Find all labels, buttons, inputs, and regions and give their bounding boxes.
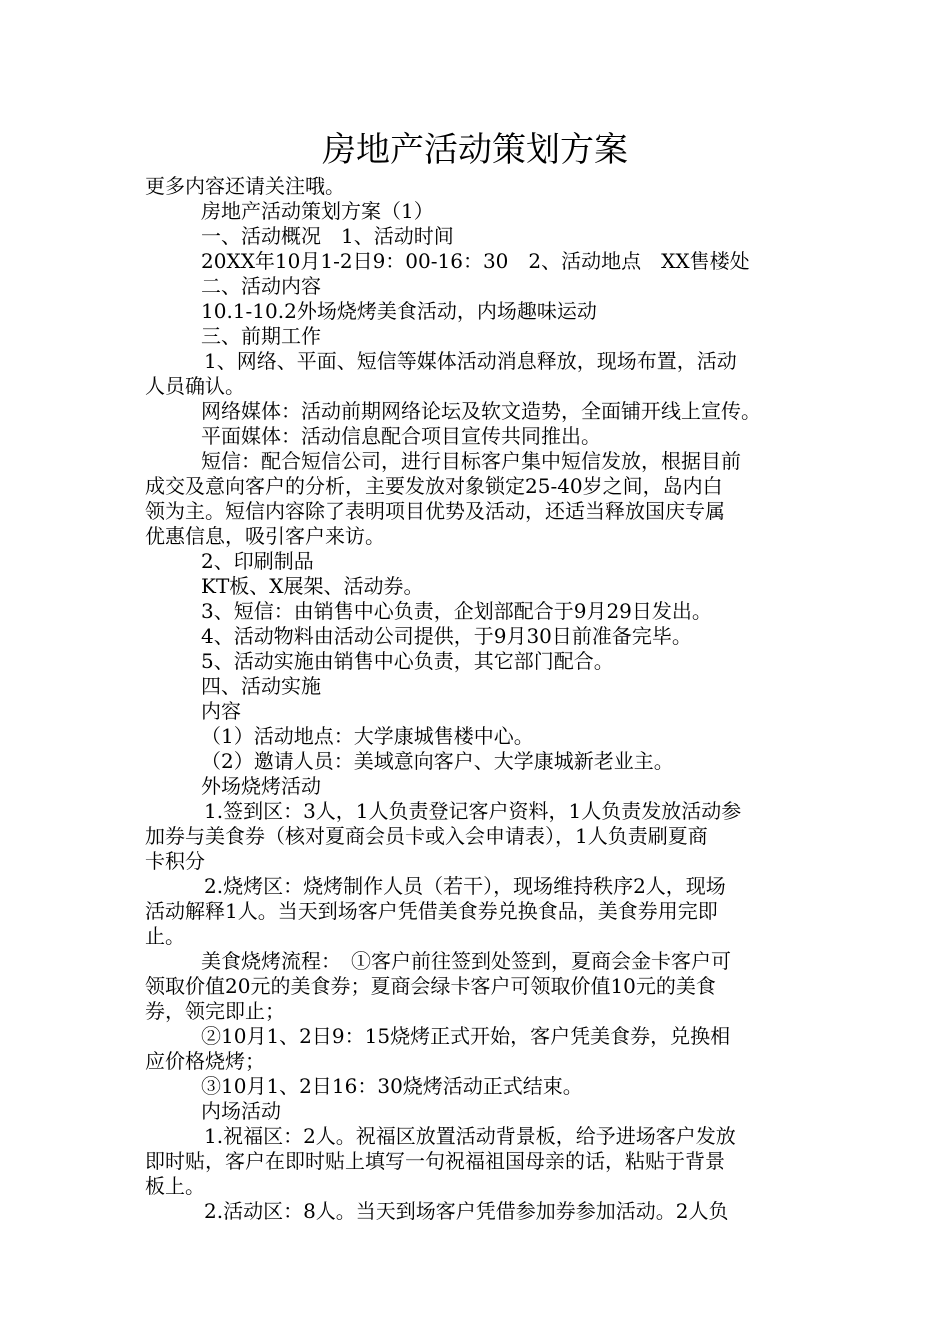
paragraph-line: 20XX年10月1-2日9：00-16：30 2、活动地点 XX售楼处 bbox=[201, 249, 750, 273]
paragraph-line: 5、活动实施由销售中心负责，其它部门配合。 bbox=[201, 649, 614, 673]
paragraph-line: ②10月1、2日9：15烧烤正式开始，客户凭美食券，兑换相 bbox=[201, 1024, 731, 1048]
paragraph-line: 即时贴，客户在即时贴上填写一句祝福祖国母亲的话，粘贴于背景 bbox=[145, 1149, 725, 1173]
paragraph-line: 优惠信息，吸引客户来访。 bbox=[145, 524, 385, 548]
paragraph-line: 2.活动区：8人。当天到场客户凭借参加券参加活动。2人负 bbox=[204, 1199, 729, 1223]
paragraph-line: 一、活动概况 1、活动时间 bbox=[201, 224, 454, 248]
paragraph-line: 成交及意向客户的分析，主要发放对象锁定25-40岁之间，岛内白 bbox=[145, 474, 723, 498]
paragraph-line: 二、活动内容 bbox=[201, 274, 321, 298]
paragraph-line: 加券与美食券（核对夏商会员卡或入会申请表），1人负责刷夏商 bbox=[145, 824, 708, 848]
paragraph-line: 内场活动 bbox=[201, 1099, 281, 1123]
paragraph-line: 网络媒体：活动前期网络论坛及软文造势，全面铺开线上宣传。 bbox=[201, 399, 761, 423]
document-body bbox=[145, 174, 817, 1224]
paragraph-line: 房地产活动策划方案（1） bbox=[201, 199, 434, 223]
paragraph-line: 美食烧烤流程： ①客户前往签到处签到，夏商会金卡客户可 bbox=[201, 949, 731, 973]
paragraph-line: 三、前期工作 bbox=[201, 324, 321, 348]
paragraph-line: 券，领完即止； bbox=[145, 999, 285, 1023]
paragraph-line: 内容 bbox=[201, 699, 241, 723]
paragraph-line: KT板、X展架、活动券。 bbox=[201, 574, 424, 598]
paragraph-line: 10.1-10.2外场烧烤美食活动，内场趣味运动 bbox=[201, 299, 597, 323]
paragraph-line: 2、印刷制品 bbox=[201, 549, 314, 573]
paragraph-line: 平面媒体：活动信息配合项目宣传共同推出。 bbox=[201, 424, 601, 448]
paragraph-line: 四、活动实施 bbox=[201, 674, 321, 698]
paragraph-line: 更多内容还请关注哦。 bbox=[145, 174, 345, 198]
paragraph-line: （2）邀请人员：美域意向客户、大学康城新老业主。 bbox=[201, 749, 674, 773]
paragraph-line: 板上。 bbox=[145, 1174, 205, 1198]
paragraph-line: 领取价值20元的美食券；夏商会绿卡客户可领取价值10元的美食 bbox=[145, 974, 716, 998]
paragraph-line: 人员确认。 bbox=[145, 374, 245, 398]
paragraph-line: 短信：配合短信公司，进行目标客户集中短信发放，根据目前 bbox=[201, 449, 741, 473]
paragraph-line: 1.祝福区：2人。祝福区放置活动背景板，给予进场客户发放 bbox=[204, 1124, 736, 1148]
paragraph-line: 1、网络、平面、短信等媒体活动消息释放，现场布置，活动 bbox=[204, 349, 737, 373]
paragraph-line: ③10月1、2日16：30烧烤活动正式结束。 bbox=[201, 1074, 583, 1098]
paragraph-line: 卡积分 bbox=[145, 849, 205, 873]
document-title: 房地产活动策划方案 bbox=[322, 130, 628, 170]
paragraph-line: 2.烧烤区：烧烤制作人员（若干），现场维持秩序2人，现场 bbox=[204, 874, 726, 898]
paragraph-line: 止。 bbox=[145, 924, 185, 948]
paragraph-line: 4、活动物料由活动公司提供，于9月30日前准备完毕。 bbox=[201, 624, 692, 648]
paragraph-line: 3、短信：由销售中心负责，企划部配合于9月29日发出。 bbox=[201, 599, 712, 623]
paragraph-line: 领为主。短信内容除了表明项目优势及活动，还适当释放国庆专属 bbox=[145, 499, 725, 523]
paragraph-line: （1）活动地点：大学康城售楼中心。 bbox=[201, 724, 534, 748]
paragraph-line: 活动解释1人。当天到场客户凭借美食券兑换食品，美食券用完即 bbox=[145, 899, 718, 923]
paragraph-line: 外场烧烤活动 bbox=[201, 774, 321, 798]
paragraph-line: 应价格烧烤； bbox=[145, 1049, 265, 1073]
paragraph-line: 1.签到区：3人，1人负责登记客户资料，1人负责发放活动参 bbox=[204, 799, 742, 823]
